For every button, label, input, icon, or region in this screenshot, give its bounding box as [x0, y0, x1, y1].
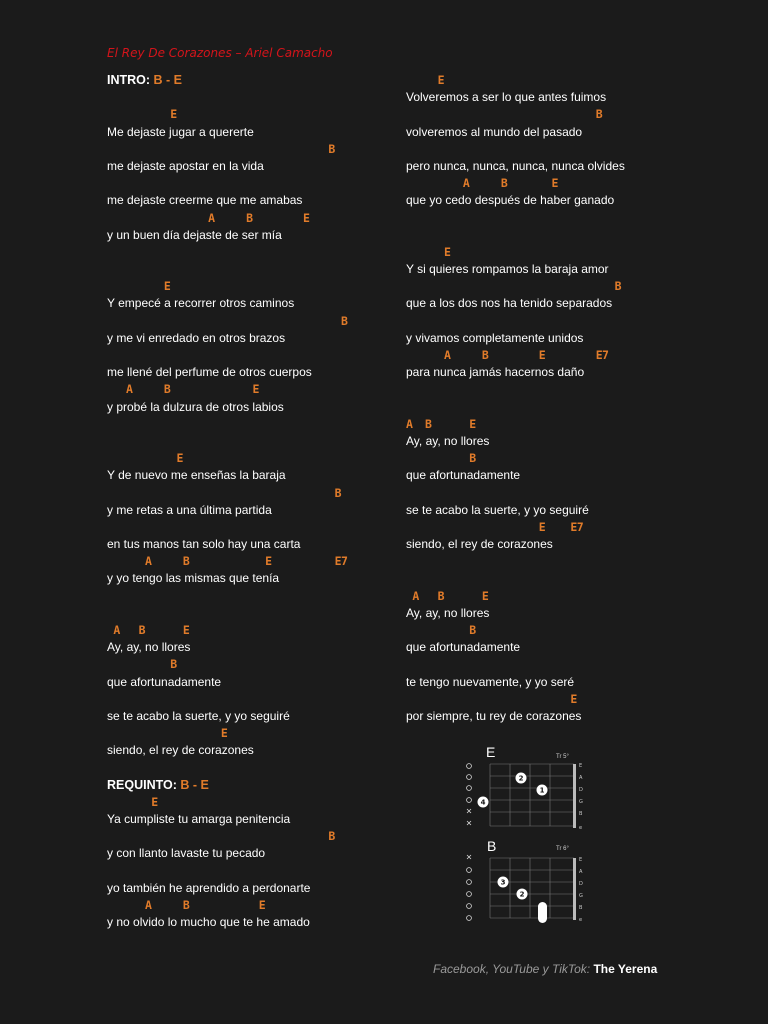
lyric-line: que a los dos nos ha tenido separados — [406, 296, 613, 311]
chord-line: E — [107, 794, 158, 809]
lyrics-column-left — [107, 72, 437, 931]
lyric-line: Me dejaste jugar a quererte — [107, 124, 254, 139]
chord-line: E — [107, 279, 171, 294]
lyric-line: me dejaste apostar en la vida — [107, 158, 264, 173]
blank-line — [406, 381, 736, 398]
blank-line — [107, 863, 437, 880]
blank-line — [406, 141, 736, 158]
lyric-line: se te acabo la suerte, y yo seguiré — [406, 502, 589, 517]
lyric-line: volveremos al mundo del pasado — [406, 124, 583, 139]
chord-line: B — [406, 279, 622, 294]
finger-number: 3 — [500, 878, 506, 887]
lyric-line: Y de nuevo me enseñas la baraja — [107, 468, 286, 483]
chord-line: E — [406, 73, 444, 87]
chord-line: B — [406, 451, 476, 466]
section-chords: B - E — [153, 73, 183, 87]
blank-line — [107, 416, 437, 433]
lyric-line: y probé la dulzura de otros labios — [107, 399, 284, 414]
song-title: El Rey De Corazones – Ariel Camacho — [107, 46, 333, 60]
lyric-line: Ay, ay, no llores — [406, 433, 490, 448]
chord-line: A B E — [107, 382, 259, 397]
lyric-line: y no olvido lo mucho que te he amado — [107, 915, 310, 930]
lyric-line: me llené del perfume de otros cuerpos — [107, 365, 312, 380]
blank-line — [107, 691, 437, 708]
lyric-line: Volveremos a ser lo que antes fuimos — [406, 90, 607, 105]
chord-line: B — [406, 107, 603, 122]
blank-line — [406, 210, 736, 227]
svg-text:B: B — [579, 811, 583, 817]
lyric-line: y me vi enredado en otros brazos — [107, 330, 286, 345]
fretboard-e — [462, 742, 592, 834]
lyric-line: Y empecé a recorrer otros caminos — [107, 296, 295, 311]
lyric-line: que afortunadamente — [107, 674, 222, 689]
chord-line: B — [107, 141, 335, 156]
lyric-line: que afortunadamente — [406, 640, 521, 655]
lyric-line: y me retas a una última partida — [107, 502, 272, 517]
lyric-line: que yo cedo después de haber ganado — [406, 193, 615, 208]
finger-number: 2 — [518, 774, 524, 783]
lyric-line: en tus manos tan solo hay una carta — [107, 537, 301, 552]
chord-line: A B E — [107, 898, 266, 912]
blank-line — [406, 399, 736, 416]
section-label-text: INTRO: — [107, 73, 154, 87]
chord-line: E — [406, 244, 451, 259]
blank-line — [107, 261, 437, 278]
finger-number: 1 — [539, 786, 545, 795]
lyric-line: y un buen día dejaste de ser mía — [107, 227, 282, 242]
lyric-line: me dejaste creerme que me amabas — [107, 193, 303, 208]
chord-line: B — [107, 829, 335, 844]
svg-text:E: E — [579, 857, 583, 863]
lyric-line: Y si quieres rompamos la baraja amor — [406, 262, 609, 277]
chord-line: A B E — [406, 588, 489, 603]
svg-text:A: A — [579, 869, 583, 875]
svg-text:E: E — [579, 763, 583, 769]
chord-line: B — [107, 313, 348, 328]
chord-line: A B E E7 — [107, 554, 348, 569]
blank-line — [107, 605, 437, 622]
chord-line: E — [406, 691, 577, 706]
finger-number: 4 — [480, 798, 486, 807]
chord-line: A B E — [107, 623, 190, 637]
blank-line — [107, 347, 437, 364]
lyric-line: que afortunadamente — [406, 468, 521, 483]
fretboard-b — [462, 836, 592, 928]
finger-number: 2 — [519, 890, 525, 899]
chord-diagram-e — [462, 742, 592, 834]
lyric-line: y con llanto lavaste tu pecado — [107, 846, 266, 861]
fret-label: Tr 6° — [556, 846, 569, 852]
lyric-line: yo también he aprendido a perdonarte — [107, 880, 311, 895]
blank-line — [406, 313, 736, 330]
section-label — [107, 777, 437, 794]
lyric-line: para nunca jamás hacernos daño — [406, 365, 585, 380]
chord-line: E — [107, 451, 183, 466]
chord-line: A B E — [107, 210, 310, 225]
chord-line: E — [107, 726, 228, 741]
section-label-text: REQUINTO: — [107, 777, 181, 792]
svg-text:G: G — [579, 799, 583, 805]
blank-line — [107, 175, 437, 192]
svg-text:G: G — [579, 893, 583, 899]
blank-line — [107, 89, 437, 106]
chord-line: A B E E7 — [406, 348, 609, 362]
lyric-line: Ay, ay, no llores — [107, 640, 191, 655]
chord-diagram-title: E — [486, 744, 496, 760]
chord-line: B — [406, 623, 476, 637]
chord-line: A B E — [406, 176, 558, 191]
svg-text:A: A — [579, 775, 583, 781]
lyric-line: siendo, el rey de corazones — [406, 537, 553, 552]
lyric-line: Ay, ay, no llores — [406, 605, 490, 620]
lyric-line: pero nunca, nunca, nunca, nunca olvides — [406, 158, 625, 173]
blank-line — [107, 244, 437, 261]
lyrics-column-right — [406, 72, 736, 725]
chord-line: E E7 — [406, 519, 584, 534]
svg-text:B: B — [579, 905, 583, 911]
lyric-line: Ya cumpliste tu amarga penitencia — [107, 812, 291, 827]
blank-line — [406, 570, 736, 587]
chord-line: B — [107, 485, 341, 500]
blank-line — [107, 760, 437, 777]
lyric-line: por siempre, tu rey de corazones — [406, 708, 582, 723]
section-chords: B - E — [180, 777, 209, 792]
blank-line — [406, 553, 736, 570]
blank-line — [406, 656, 736, 673]
chord-line: A B E — [406, 416, 476, 431]
blank-line — [107, 519, 437, 536]
svg-text:D: D — [579, 881, 583, 887]
credits-footer — [433, 962, 657, 976]
credits-prefix: Facebook, YouTube y TikTok: — [433, 962, 594, 976]
blank-line — [406, 485, 736, 502]
blank-line — [107, 588, 437, 605]
lyric-line: te tengo nuevamente, y yo seré — [406, 674, 575, 689]
chord-diagram-title: B — [487, 838, 497, 854]
svg-text:D: D — [579, 787, 583, 793]
blank-line — [107, 433, 437, 450]
svg-text:e: e — [579, 917, 583, 923]
lyric-line: y yo tengo las mismas que tenía — [107, 571, 280, 586]
lyric-line: y vivamos completamente unidos — [406, 330, 584, 345]
lyric-line: siendo, el rey de corazones — [107, 743, 254, 758]
blank-line — [406, 227, 736, 244]
fret-label: Tr 5° — [556, 754, 569, 760]
credits-name: The Yerena — [593, 962, 658, 976]
lyric-line: se te acabo la suerte, y yo seguiré — [107, 708, 290, 723]
chord-diagram-b — [462, 836, 592, 928]
section-label — [107, 72, 437, 89]
svg-text:e: e — [579, 825, 583, 831]
chord-line: E — [107, 107, 177, 122]
chord-line: B — [107, 657, 177, 672]
